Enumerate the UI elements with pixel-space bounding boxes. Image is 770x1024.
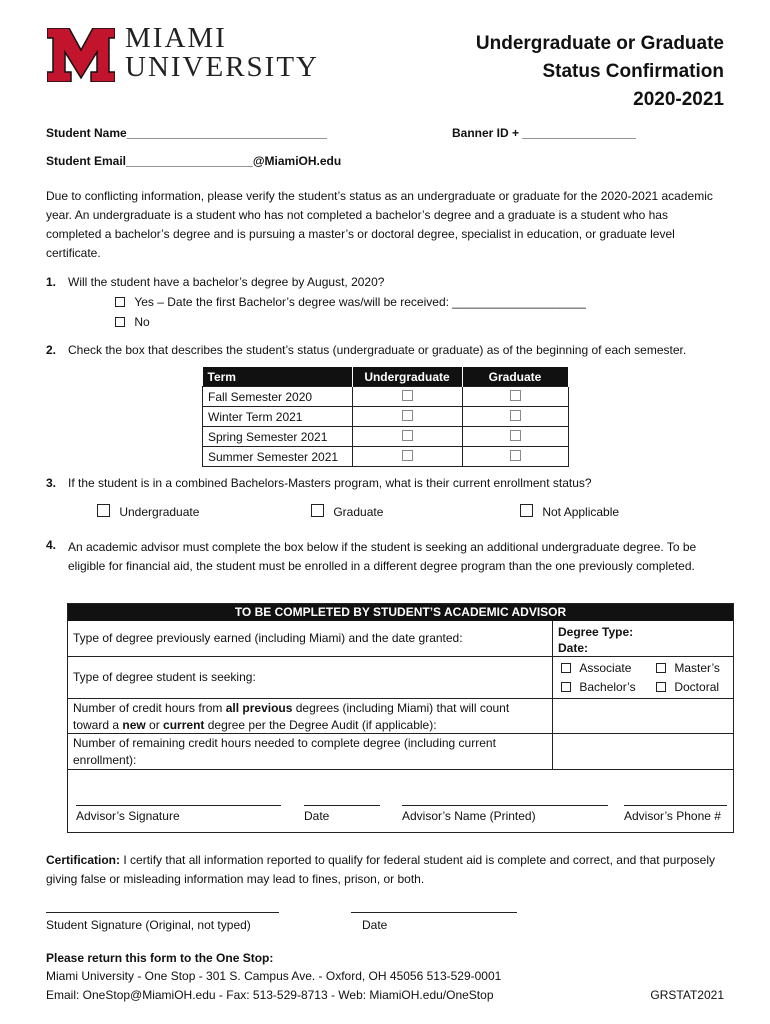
q1-option-no[interactable]: No — [115, 315, 150, 329]
checkbox-icon[interactable] — [402, 410, 413, 421]
question-4: An academic advisor must complete the box below if the student is seeking an additional undergraduate degree. To be eligible for financial aid, the student must be enrolled in a different degree program than the one previously completed. — [68, 540, 697, 573]
checkbox-icon[interactable] — [115, 297, 125, 307]
footer-address: Miami University - One Stop - 301 S. Campus Ave. - Oxford, OH 45056 513-529-0001 — [46, 969, 502, 983]
advisor-name-label: Advisor’s Name (Printed) — [402, 809, 536, 823]
student-email-field[interactable]: Student Email___________________@MiamiOH.edu — [46, 154, 342, 168]
form-title: Undergraduate or Graduate Status Confirmation 2020-2021 — [475, 33, 724, 110]
certification-paragraph: Certification: I certify that all information reported to qualify for federal student aid is complete and correct, and that purposely giving false or misleading information may lead to fines, prison, or both. — [46, 853, 715, 886]
student-signature-line[interactable] — [46, 912, 279, 913]
col-graduate: Graduate — [462, 367, 568, 387]
checkbox-icon[interactable] — [510, 410, 521, 421]
question-1: 1. Will the student have a bachelor’s degree by August, 2020? — [46, 275, 385, 289]
question-4-number: 4. — [46, 538, 57, 552]
opt-associate[interactable]: Associate — [561, 661, 631, 675]
opt-masters[interactable]: Master’s — [656, 661, 720, 675]
return-instructions: Please return this form to the One Stop: — [46, 951, 274, 965]
opt-doctoral[interactable]: Doctoral — [656, 680, 719, 694]
footer-contact: Email: OneStop@MiamiOH.edu - Fax: 513-529-8713 - Web: MiamiOH.edu/OneStop — [46, 988, 494, 1002]
banner-id-field[interactable]: Banner ID + _________________ — [452, 126, 636, 140]
advisor-section-header: TO BE COMPLETED BY STUDENT’S ACADEMIC ADVISOR — [68, 604, 733, 621]
question-3: 3. If the student is in a combined Bachelors-Masters program, what is their current enrollment status? — [46, 476, 592, 490]
logo-wordmark: MIAMI UNIVERSITY — [125, 22, 319, 83]
question-2: 2. Check the box that describes the student’s status (undergraduate or graduate) as of the beginning of each semester. — [46, 343, 687, 357]
student-name-field[interactable]: Student Name______________________________ — [46, 126, 327, 140]
advisor-row-previous-degree[interactable]: Type of degree previously earned (including Miami) and the date granted: — [68, 621, 733, 657]
checkbox-icon[interactable] — [510, 430, 521, 441]
checkbox-icon[interactable] — [656, 663, 666, 673]
miami-logo-icon — [47, 28, 115, 82]
checkbox-icon[interactable] — [510, 450, 521, 461]
col-undergraduate: Undergraduate — [352, 367, 462, 387]
advisor-row-previous-credits[interactable]: Number of credit hours from all previous degrees (including Miami) that will count toward a new or current degree per the Degree Audit (if applicable): — [68, 699, 733, 734]
table-row: Fall Semester 2020 — [203, 387, 569, 407]
advisor-signature-label: Advisor’s Signature — [76, 809, 180, 823]
checkbox-icon[interactable] — [402, 390, 413, 401]
advisor-row-seeking-degree[interactable]: Type of degree student is seeking: — [68, 657, 733, 699]
table-row: Winter Term 2021 — [203, 407, 569, 427]
table-row: Summer Semester 2021 — [203, 447, 569, 467]
checkbox-icon[interactable] — [520, 504, 533, 517]
checkbox-icon[interactable] — [561, 663, 571, 673]
checkbox-icon[interactable] — [656, 682, 666, 692]
checkbox-icon[interactable] — [311, 504, 324, 517]
checkbox-icon[interactable] — [402, 430, 413, 441]
semester-status-table — [202, 367, 569, 467]
table-row: Spring Semester 2021 — [203, 427, 569, 447]
student-date-line[interactable] — [351, 912, 517, 913]
q3-option-undergraduate[interactable]: Undergraduate — [97, 504, 199, 519]
q3-option-graduate[interactable]: Graduate — [311, 504, 383, 519]
advisor-phone-label: Advisor’s Phone # — [624, 809, 721, 823]
student-date-label: Date — [362, 918, 388, 932]
form-code: GRSTAT2021 — [650, 988, 724, 1002]
checkbox-icon[interactable] — [561, 682, 571, 692]
student-signature-label: Student Signature (Original, not typed) — [46, 918, 251, 932]
q3-option-not-applicable[interactable]: Not Applicable — [520, 504, 619, 519]
advisor-row-remaining-credits[interactable]: Number of remaining credit hours needed to complete degree (including current enrollment): — [68, 734, 733, 770]
intro-paragraph: Due to conflicting information, please verify the student’s status as an undergraduate or graduate for the 2020-2021 academic year. An undergraduate is a student who has not completed a bachelor’s degree and a graduate is a student who has completed a bachelor’s degree and is pursuing a master’s or doctoral degree, specialist in education, or graduate level certificate. — [46, 189, 713, 260]
advisor-section — [67, 603, 734, 833]
checkbox-icon[interactable] — [97, 504, 110, 517]
checkbox-icon[interactable] — [115, 317, 125, 327]
opt-bachelors[interactable]: Bachelor’s — [561, 680, 636, 694]
checkbox-icon[interactable] — [510, 390, 521, 401]
degree-type-date: Degree Type: Date: — [558, 625, 634, 655]
advisor-date-label: Date — [304, 809, 330, 823]
q1-option-yes[interactable]: Yes – Date the first Bachelor’s degree was/will be received: ____________________ — [115, 295, 586, 309]
col-term: Term — [203, 367, 353, 387]
checkbox-icon[interactable] — [402, 450, 413, 461]
